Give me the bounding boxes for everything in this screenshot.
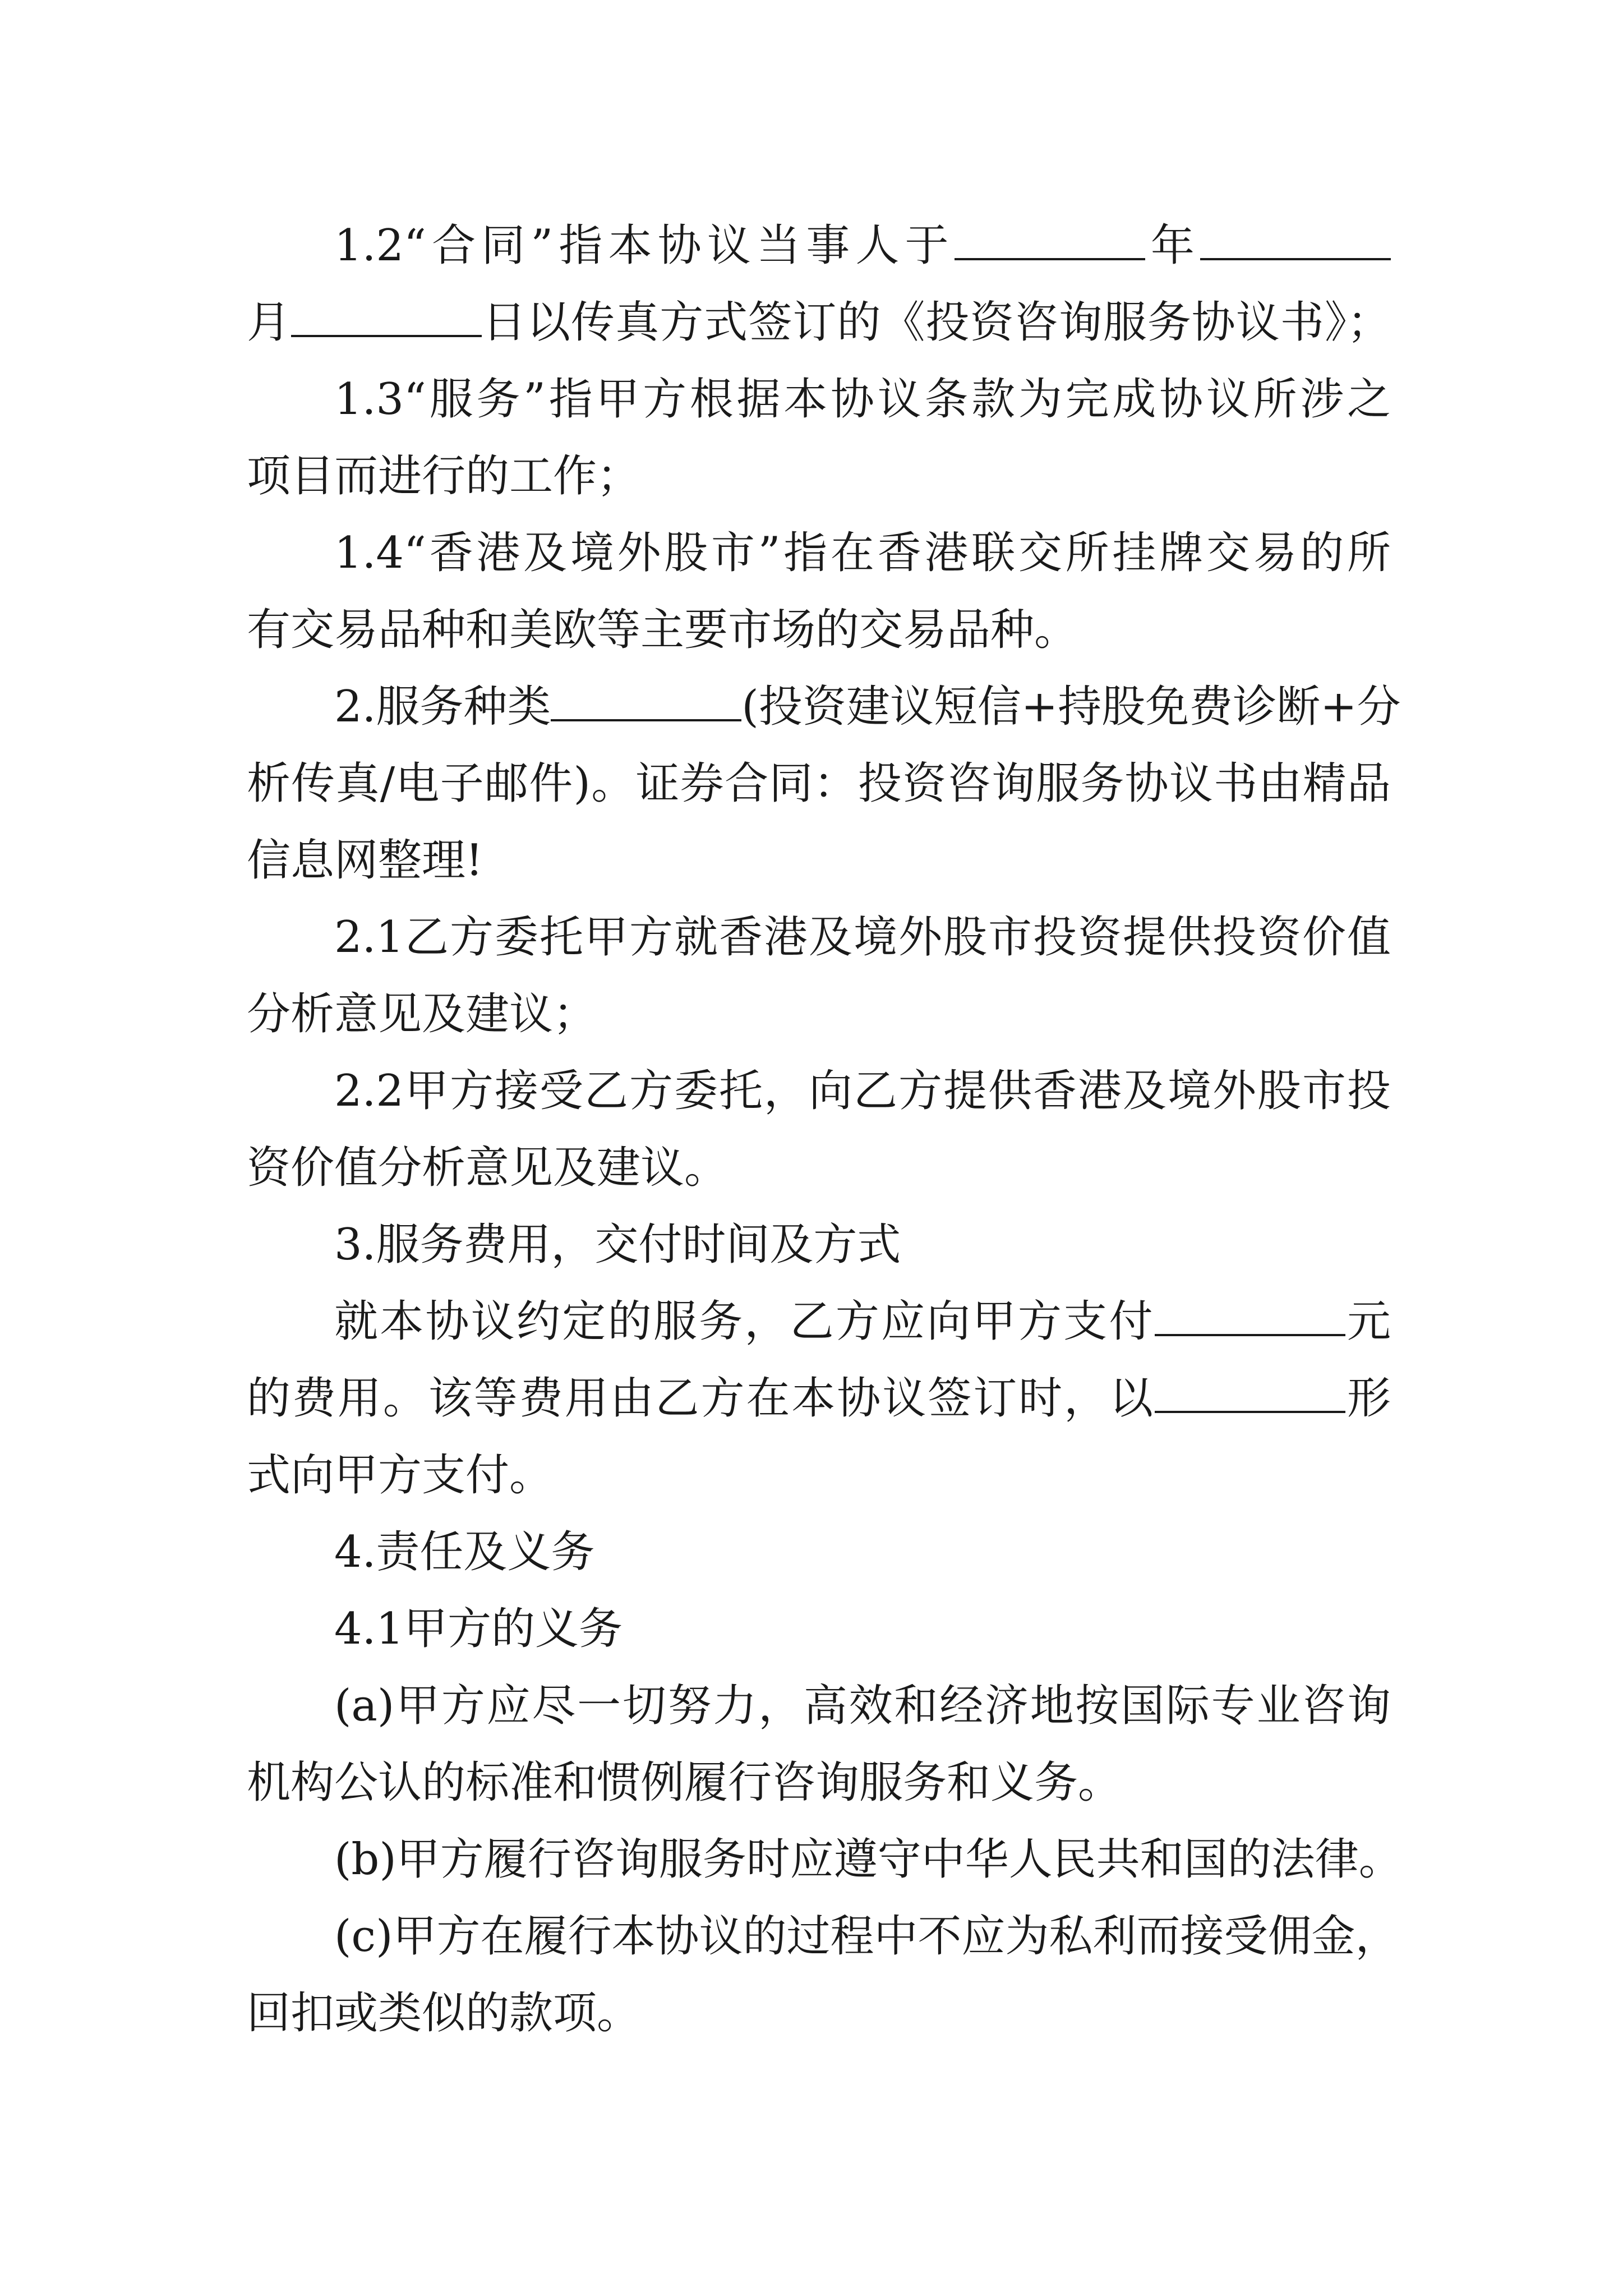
- text-line: [247, 1975, 1391, 2052]
- text-segment: 析传真/电子邮件)。证券合同：投资咨询服务协议书由精品: [247, 758, 1391, 809]
- fill-in-blank-service-type: [551, 685, 741, 721]
- text-line: [247, 361, 1391, 438]
- text-segment: 式向甲方支付。: [247, 1450, 554, 1501]
- fill-in-blank-payment-method: [1155, 1377, 1345, 1413]
- text-segment: 1.4“香港及境外股市”指在香港联交所挂牌交易的所: [334, 528, 1391, 578]
- text-segment: 2.2甲方接受乙方委托，向乙方提供香港及境外股市投: [334, 1066, 1391, 1116]
- text-segment: 项目而进行的工作；: [247, 451, 641, 501]
- section-heading: [247, 1514, 1391, 1591]
- text-line: [247, 976, 1391, 1053]
- text-line: [247, 208, 1391, 284]
- text-segment: (投资建议短信+持股免费诊断+分: [741, 682, 1401, 732]
- document-page: [247, 208, 1403, 2052]
- text-line: [247, 1283, 1391, 1360]
- text-segment: 回扣或类似的款项。: [247, 1988, 641, 2039]
- text-segment: 1.2“合同”指本协议当事人于: [334, 220, 955, 271]
- text-segment: 分析意见及建议；: [247, 989, 597, 1039]
- text-segment: 形: [1345, 1373, 1391, 1424]
- text-segment: 元: [1345, 1296, 1391, 1347]
- text-line: [247, 1437, 1391, 1514]
- text-segment: (a)甲方应尽一切努力，高效和经济地按国际专业咨询: [334, 1681, 1391, 1731]
- section-heading: [247, 1207, 1391, 1283]
- text-segment: 3.服务费用，交付时间及方式: [334, 1220, 901, 1270]
- text-line: [247, 1668, 1391, 1745]
- text-segment: 日以传真方式签订的《投资咨询服务协议书》；: [482, 297, 1391, 348]
- fill-in-blank-amount: [1155, 1300, 1345, 1336]
- text-segment: 的费用。该等费用由乙方在本协议签订时，以: [247, 1373, 1155, 1424]
- text-line: [247, 669, 1401, 746]
- text-line: [247, 1898, 1399, 1975]
- text-line: [247, 1745, 1391, 1821]
- text-segment: 2.服务种类: [334, 682, 551, 732]
- text-line: [247, 284, 1391, 361]
- text-line: [247, 592, 1391, 669]
- text-segment: 年: [1145, 220, 1200, 271]
- text-segment: 4.1甲方的义务: [334, 1604, 623, 1654]
- text-segment: 1.3“服务”指甲方根据本协议条款为完成协议所涉之: [334, 374, 1391, 425]
- fill-in-blank-year: [955, 224, 1145, 260]
- section-heading: [247, 1591, 1391, 1668]
- text-segment: (c)甲方在履行本协议的过程中不应为私利而接受佣金，: [334, 1911, 1399, 1962]
- text-segment: 就本协议约定的服务，乙方应向甲方支付: [334, 1296, 1155, 1347]
- text-line: [247, 1130, 1391, 1207]
- text-segment: 机构公认的标准和惯例履行咨询服务和义务。: [247, 1757, 1122, 1808]
- text-segment: 有交易品种和美欧等主要市场的交易品种。: [247, 605, 1078, 655]
- text-line: [247, 746, 1391, 822]
- text-line: [247, 1053, 1391, 1130]
- text-line: [247, 515, 1391, 592]
- text-line: [247, 1360, 1391, 1437]
- text-segment: (b)甲方履行咨询服务时应遵守中华人民共和国的法律。: [334, 1834, 1403, 1885]
- text-segment: 信息网整理!: [247, 835, 483, 886]
- text-line: [247, 822, 1391, 899]
- fill-in-blank-day: [291, 301, 482, 337]
- fill-in-blank-month: [1200, 224, 1391, 260]
- text-segment: 月: [247, 297, 292, 348]
- text-line: [247, 1821, 1403, 1898]
- text-line: [247, 899, 1391, 976]
- text-segment: 资价值分析意见及建议。: [247, 1143, 728, 1193]
- text-segment: 2.1乙方委托甲方就香港及境外股市投资提供投资价值: [334, 912, 1391, 963]
- text-line: [247, 438, 1391, 515]
- text-segment: 4.责任及义务: [334, 1527, 595, 1577]
